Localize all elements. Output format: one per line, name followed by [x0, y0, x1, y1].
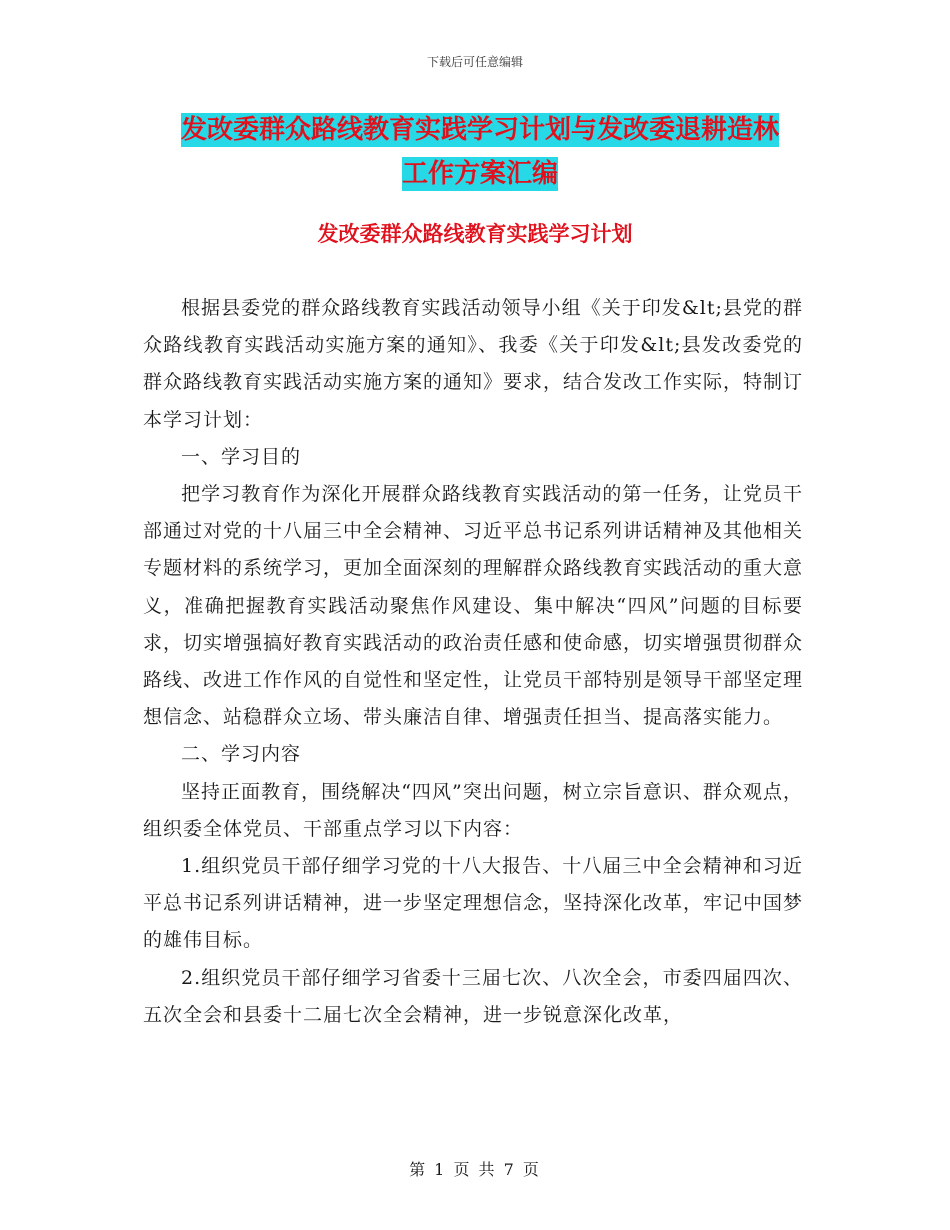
page-number: 第 1 页 共 7 页: [409, 1160, 541, 1179]
main-title-line2: 工作方案汇编: [401, 159, 558, 189]
paragraph-item-1: 1.组织党员干部仔细学习党的十八大报告、十八届三中全会精神和习近平总书记系列讲话精神，进一步坚定理想信念，坚持深化改革，牢记中国梦的雄伟目标。: [143, 855, 804, 952]
document-body: [143, 290, 803, 1034]
header-note: 下载后可任意编辑: [426, 55, 523, 69]
heading-learning-content: 二、学习内容: [181, 743, 302, 766]
paragraph-learning-goal: 把学习教育作为深化开展群众路线教育实践活动的第一任务，让党员干部通过对党的十八届三中全会精神、习近平总书记系列讲话精神及其他相关专题材料的系统学习，更加全面深刻的理解群众路线教育实践活动的重大意义，准确把握教育实践活动聚焦作风建设、集中解决“四风”问题的目标要求，切实增强搞好教育实践活动的政治责任感和使命感，切实增强贯彻群众路线、改进工作作风的自觉性和坚定性，让党员干部特别是领导干部坚定理想信念、站稳群众立场、带头廉洁自律、增强责任担当、提高落实能力。: [143, 483, 804, 729]
section-title: 发改委群众路线教育实践学习计划: [317, 222, 633, 246]
paragraph-learning-content: 坚持正面教育，围绕解决“四风”突出问题，树立宗旨意识、群众观点，组织委全体党员、干部重点学习以下内容：: [143, 780, 803, 840]
paragraph-intro: 根据县委党的群众路线教育实践活动领导小组《关于印发&lt;县党的群众路线教育实践活动实施方案的通知》、我委《关于印发&lt;县发改委党的群众路线教育实践活动实施方案的通知》要求，结合发改工作实际，特制订本学习计划：: [143, 297, 804, 431]
heading-learning-goal: 一、学习目的: [181, 445, 302, 468]
paragraph-item-2: 2.组织党员干部仔细学习省委十三届七次、八次全会，市委四届四次、五次全会和县委十二届七次全会精神，进一步锐意深化改革，: [143, 966, 803, 1026]
main-title: [135, 108, 825, 196]
main-title-line1: 发改委群众路线教育实践学习计划与发改委退耕造林: [180, 115, 779, 145]
